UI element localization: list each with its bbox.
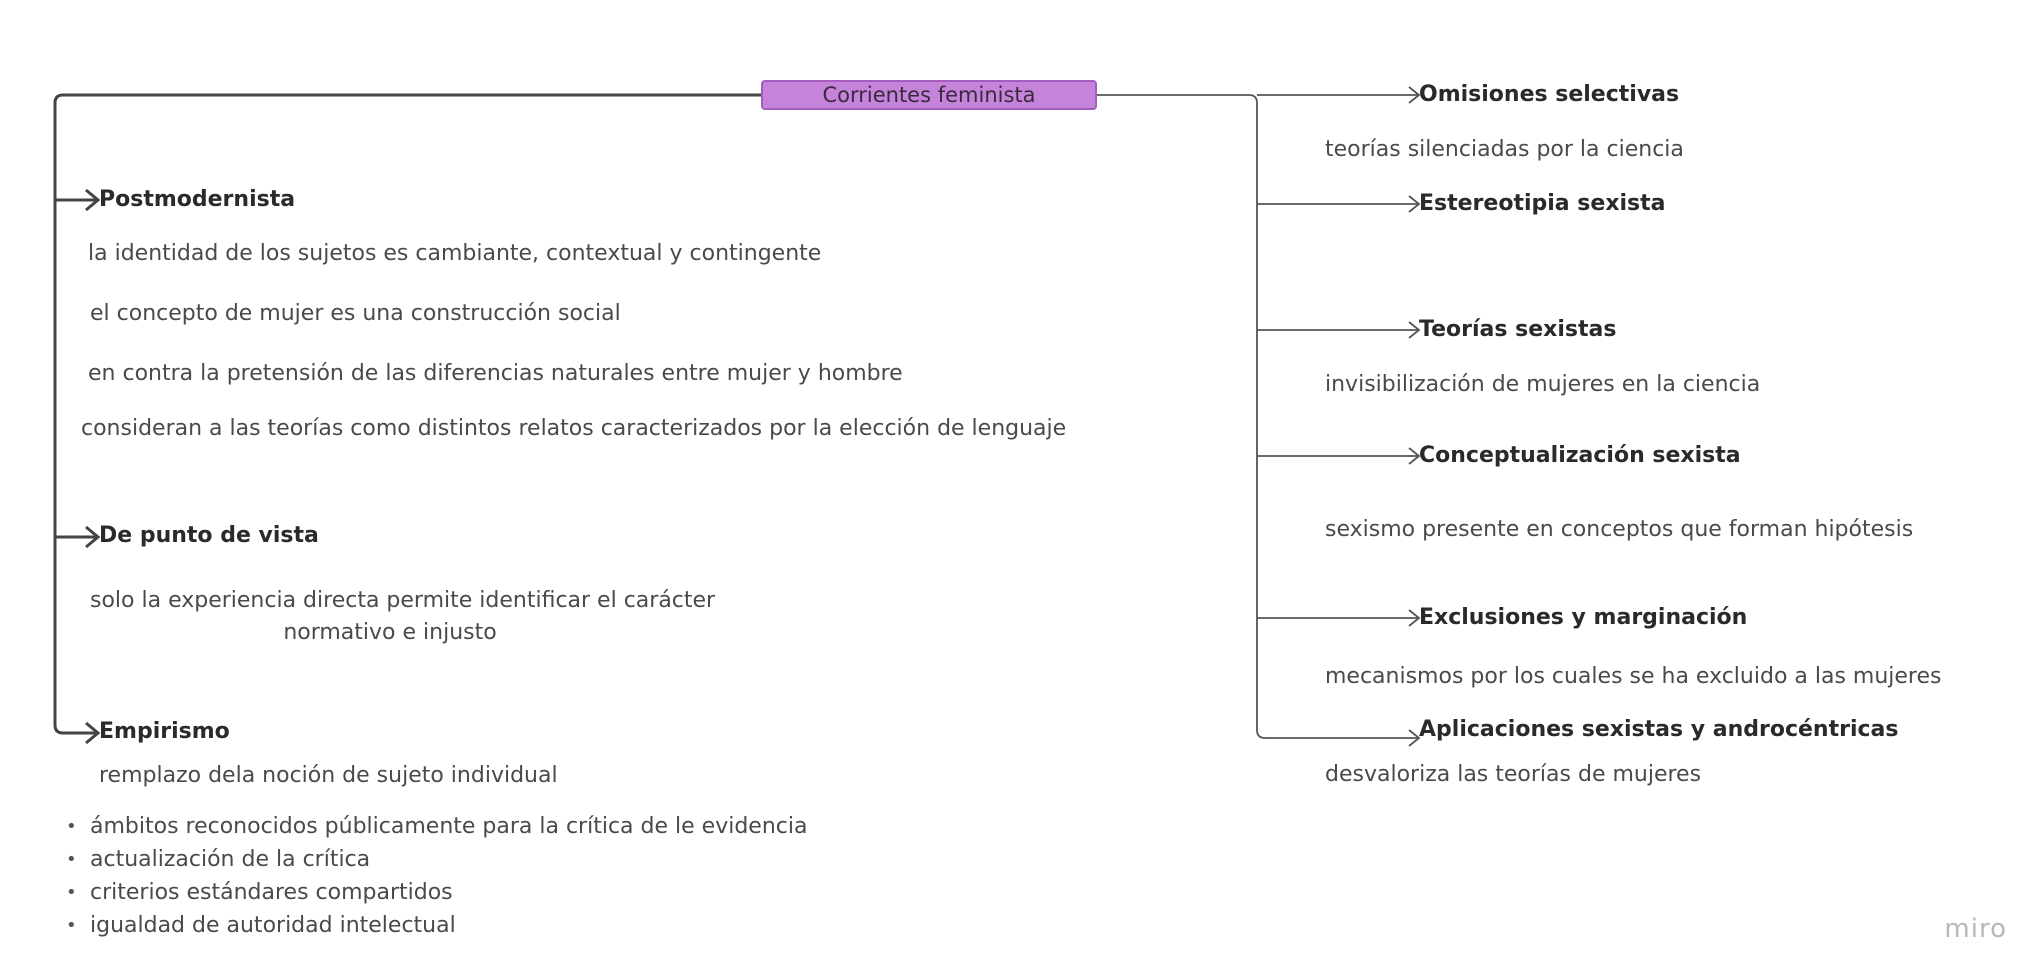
empirismo-bullet: • ámbitos reconocidos públicamente para la crítica de le evidencia — [66, 810, 807, 843]
right-topic-6-desc[interactable]: desvaloriza las teorías de mujeres — [1325, 762, 1702, 787]
punto-vista-line-2[interactable]: normativo e injusto — [283, 620, 497, 645]
right-topic-4-title[interactable]: Conceptualización sexista — [1419, 443, 1741, 468]
empirismo-title[interactable]: Empirismo — [99, 719, 230, 744]
right-topic-4-desc[interactable]: sexismo presente en conceptos que forman hipótesis — [1325, 517, 1914, 542]
punto-vista-title[interactable]: De punto de vista — [99, 523, 319, 548]
postmodernista-title[interactable]: Postmodernista — [99, 187, 296, 212]
empirismo-bullets[interactable] — [66, 810, 807, 942]
miro-logo: miro — [1944, 914, 2007, 944]
punto-vista-line-1[interactable]: solo la experiencia directa permite identificar el carácter — [90, 588, 716, 613]
postmodernista-item-3[interactable]: en contra la pretensión de las diferencias naturales entre mujer y hombre — [88, 361, 903, 386]
right-topic-5-title[interactable]: Exclusiones y marginación — [1419, 605, 1748, 630]
empirismo-desc[interactable]: remplazo dela noción de sujeto individual — [99, 763, 558, 788]
right-topic-2-title[interactable]: Estereotipia sexista — [1419, 191, 1666, 216]
right-topic-3-title[interactable]: Teorías sexistas — [1419, 317, 1617, 342]
postmodernista-item-1[interactable]: la identidad de los sujetos es cambiante, contextual y contingente — [88, 241, 822, 266]
right-topic-5-desc[interactable]: mecanismos por los cuales se ha excluido a las mujeres — [1325, 664, 1942, 689]
root-node[interactable]: Corrientes feminista — [761, 80, 1097, 110]
right-topic-1-desc[interactable]: teorías silenciadas por la ciencia — [1325, 137, 1684, 162]
empirismo-bullet: • criterios estándares compartidos — [66, 876, 807, 909]
empirismo-bullet: • igualdad de autoridad intelectual — [66, 909, 807, 942]
right-topic-6-title[interactable]: Aplicaciones sexistas y androcéntricas — [1419, 717, 1899, 742]
right-topic-3-desc[interactable]: invisibilización de mujeres en la ciencia — [1325, 372, 1761, 397]
right-connector — [1097, 95, 1419, 738]
empirismo-bullet: • actualización de la crítica — [66, 843, 807, 876]
right-topic-1-title[interactable]: Omisiones selectivas — [1419, 82, 1680, 107]
postmodernista-item-4[interactable]: consideran a las teorías como distintos relatos caracterizados por la elección de lenguaje — [81, 416, 1067, 441]
postmodernista-item-2[interactable]: el concepto de mujer es una construcción social — [90, 301, 621, 326]
